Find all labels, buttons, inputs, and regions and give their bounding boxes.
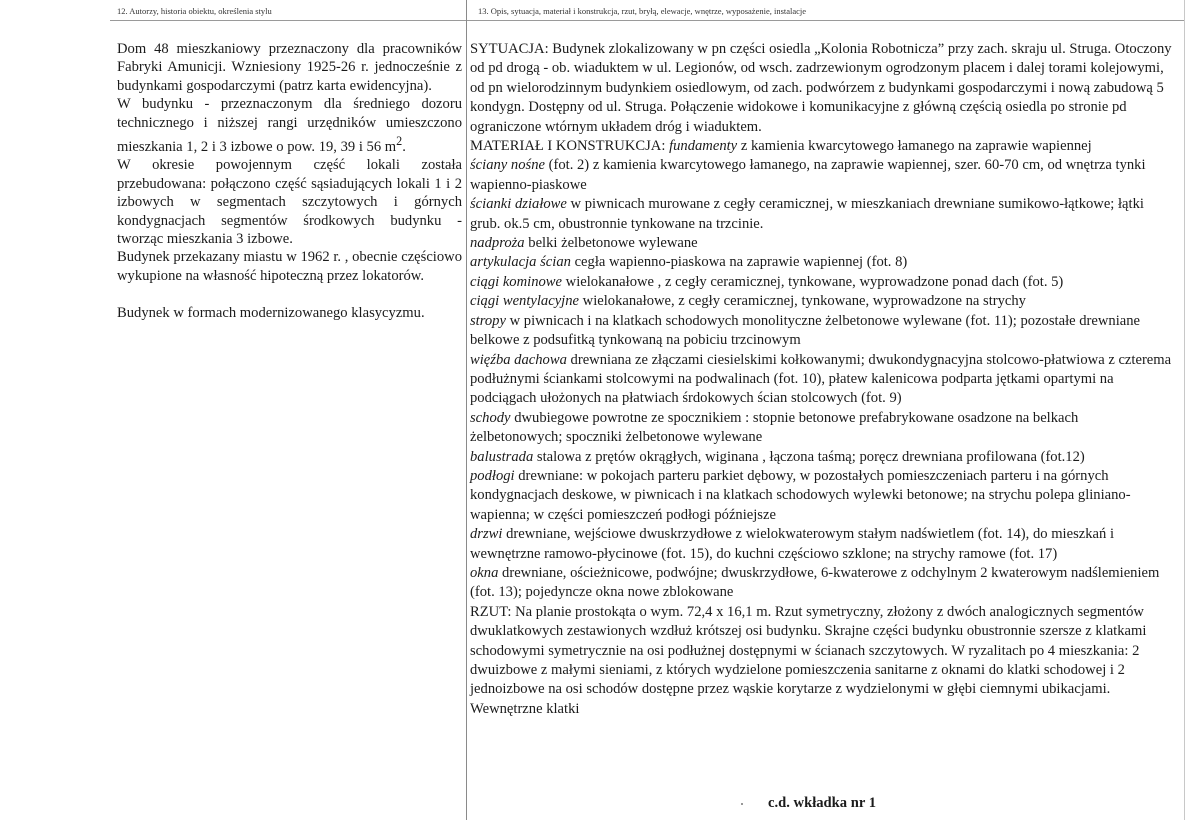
history-paragraph-3: W okresie powojennym część lokali została przebudowana: połączono część sąsiadujących lokali 1 i 2 izbowych w segmentach szczytowych i górnych kondygnacjach segmentów środkowych budynku - tworząc mieszkania 3 izbowe. <box>117 157 462 247</box>
sciany-entry <box>470 156 1174 195</box>
drzwi-label: drzwi <box>470 526 503 543</box>
ciagi-wentylacyjne-text: wielokanałowe, z cegły ceramicznej, tynkowane, wyprowadzone na strychy <box>582 293 1026 310</box>
stropy-text: w piwnicach i na klatkach schodowych monolityczne żelbetonowe wylewane (fot. 11); pozostałe drewniane belkowe z podsufitką tynkowaną na pobiciu trzcinowym <box>470 312 1141 349</box>
page-edge-rule <box>1184 0 1185 820</box>
podlogi-label: podłogi <box>470 467 515 484</box>
left-column-header: 12. Autorzy, historia obiektu, określenia stylu <box>117 6 272 16</box>
nadproza-entry <box>470 234 1174 253</box>
wiezba-label: więźba dachowa <box>470 351 567 368</box>
ciagi-kominowe-text: wielokanałowe , z cegły ceramicznej, tynkowane, wyprowadzone ponad dach (fot. 5) <box>565 273 1064 290</box>
description-column <box>470 40 1174 719</box>
stropy-entry <box>470 312 1174 351</box>
nadproza-text: belki żelbetonowe wylewane <box>528 235 698 252</box>
wiezba-text: drewniana ze złączami ciesielskimi kołkowanymi; dwukondygnacyjna stolcowo-płatwiowa z czterema podłużnymi ściankami stolcowymi na podwalinach (fot. 10), płatew kalenicowa podparta jętkami opartymi na podciągach ułożonych na płatwiach śrdokowych ścian stolcowych (fot. 9) <box>470 351 1172 407</box>
history-paragraph-4: Budynek przekazany miastu w 1962 r. , obecnie częściowo wykupione na własność hipoteczną przez lokatorów. <box>117 249 462 284</box>
podlogi-entry <box>470 467 1174 525</box>
fundamenty-text: z kamienia kwarcytowego łamanego na zaprawie wapiennej <box>740 138 1092 155</box>
history-paragraph-1: Dom 48 mieszkaniowy przeznaczony dla pracowników Fabryki Amunicji. Wzniesiony 1925-26 r. jednocześnie z budynkami gospodarczymi (patrz karta ewidencyjna). <box>117 41 462 94</box>
scianki-text: w piwnicach murowane z cegły ceramicznej, w mieszkaniach drewniane sumikowo-łątkowe; łątki grub. ok.5 cm, obustronnie tynkowane na trzcinie. <box>470 196 1144 232</box>
continuation-note: c.d. wkładka nr 1 <box>768 795 876 811</box>
balustrada-text: stalowa z prętów okrągłych, wiginana , łączona taśmą; poręcz drewniana profilowana (fot.12) <box>536 448 1085 465</box>
column-divider <box>466 0 467 820</box>
history-paragraph-2-end: . <box>402 138 406 155</box>
balustrada-entry <box>470 448 1174 467</box>
sciany-text: (fot. 2) z kamienia kwarcytowego łamanego, na zaprawie wapiennej, szer. 60-70 cm, od wnętrza tynki wapienno-piaskowe <box>470 157 1146 193</box>
schody-entry <box>470 409 1174 448</box>
sytuacja-section: SYTUACJA: Budynek zlokalizowany w pn części osiedla „Kolonia Robotnicza” przy zach. skraju ul. Struga. Otoczony od pd drogą - ob. wiaduktem w ul. Legionów, od wsch. zadrzewionym ogrodzonym placem i dalej torami kolejowymi, od pn wielorodzinnym budynkiem osiedlowym, od zach. podwórzem z budynkami gospodarczymi i nową zabudową 5 kondygn. Dostępny od ul. Struga. Połączenie widokowe i komunikacyjne z główną częścią osiedla po stronie pd ograniczone wtórnym układem dróg i wiaduktem. <box>470 41 1172 135</box>
wiezba-entry <box>470 351 1174 409</box>
history-paragraph-2-text: W budynku - przeznaczonym dla średniego dozoru technicznego i niższej rangi urzędników umieszczono mieszkania 1, 2 i 3 izbowe o pow. 19, 39 i 56 m <box>117 96 462 155</box>
material-section <box>470 137 1174 156</box>
schody-text: dwubiegowe powrotne ze spocznikiem : stopnie betonowe prefabrykowane osadzone na belkach żelbetonowych; spoczniki żelbetonowe wylewane <box>470 409 1079 446</box>
podlogi-text: drewniane: w pokojach parteru parkiet dębowy, w pozostałych pomieszczeniach parteru i na górnych kondygnacjach deskowe, w piwnicach i na klatkach schodowych wylewki betonowe; na strychu polepa gliniano-wapienna; w części pomieszczeń podłogi późniejsze <box>470 467 1131 523</box>
balustrada-label: balustrada <box>470 448 534 465</box>
artykulacja-label: artykulacja ścian <box>470 254 571 271</box>
area-unit-superscript: 2 <box>396 134 403 149</box>
okna-text: drewniane, ościeżnicowe, podwójne; dwuskrzydłowe, 6-kwaterowe z odchylnym 2 kwaterowym nadślemieniem (fot. 13); pojedyncze okna nowe zblokowane <box>470 564 1160 601</box>
style-paragraph: Budynek w formach modernizowanego klasycyzmu. <box>117 304 425 321</box>
material-heading: MATERIAŁ I KONSTRUKCJA: <box>470 138 666 155</box>
history-paragraph-2 <box>117 95 462 156</box>
ciagi-wentylacyjne-label: ciągi wentylacyjne <box>470 293 580 310</box>
header-rule <box>110 20 1185 21</box>
artykulacja-entry <box>470 253 1174 272</box>
scianki-entry <box>470 195 1174 234</box>
artykulacja-text: cegła wapienno-piaskowa na zaprawie wapiennej (fot. 8) <box>574 254 908 271</box>
okna-entry <box>470 564 1174 603</box>
fundamenty-label: fundamenty <box>669 138 738 155</box>
rzut-section: RZUT: Na planie prostokąta o wym. 72,4 x 16,1 m. Rzut symetryczny, złożony z dwóch analogicznych segmentów dwuklatkowych zestawionych wzdłuż krótszej osi budynku. Skrajne części budynku obustronnie szersze z klatkami schodowymi symetrycznie na osi podłużnej dostępnymi w ścianach szczytowych. W ryzalitach po 4 mieszkania: 2 dwuizbowe z małymi sieniami, z których wydzielone pomieszczenia sanitarne z oknami do klatki schodowej i 2 jednoizbowe na osi schodów dostępne przez wąskie korytarze z wydzielonymi w głębi ciemnymi ubikacjami. Wewnętrzne klatki <box>470 603 1147 717</box>
schody-label: schody <box>470 409 511 426</box>
ciagi-kominowe-label: ciągi kominowe <box>470 273 563 290</box>
right-column-header: 13. Opis, sytuacja, materiał i konstrukcja, rzut, bryłą, elewacje, wnętrze, wyposażenie, instalacje <box>478 6 807 16</box>
stropy-label: stropy <box>470 312 506 329</box>
ciagi-kominowe-entry <box>470 273 1174 292</box>
drzwi-text: drewniane, wejściowe dwuskrzydłowe z wielokwaterowym stałym nadświetlem (fot. 14), do mieszkań i wewnętrzne ramowo-płycinowe (fot. 15), do kuchni częściowo szklone; na strychy ramowe (fot. 17) <box>470 526 1115 562</box>
sciany-label: ściany nośne <box>470 157 545 174</box>
history-column <box>117 40 462 322</box>
scianki-label: ścianki działowe <box>470 196 567 213</box>
ciagi-wentylacyjne-entry <box>470 292 1174 311</box>
drzwi-entry <box>470 525 1174 564</box>
nadproza-label: nadproża <box>470 235 525 252</box>
okna-label: okna <box>470 564 499 581</box>
